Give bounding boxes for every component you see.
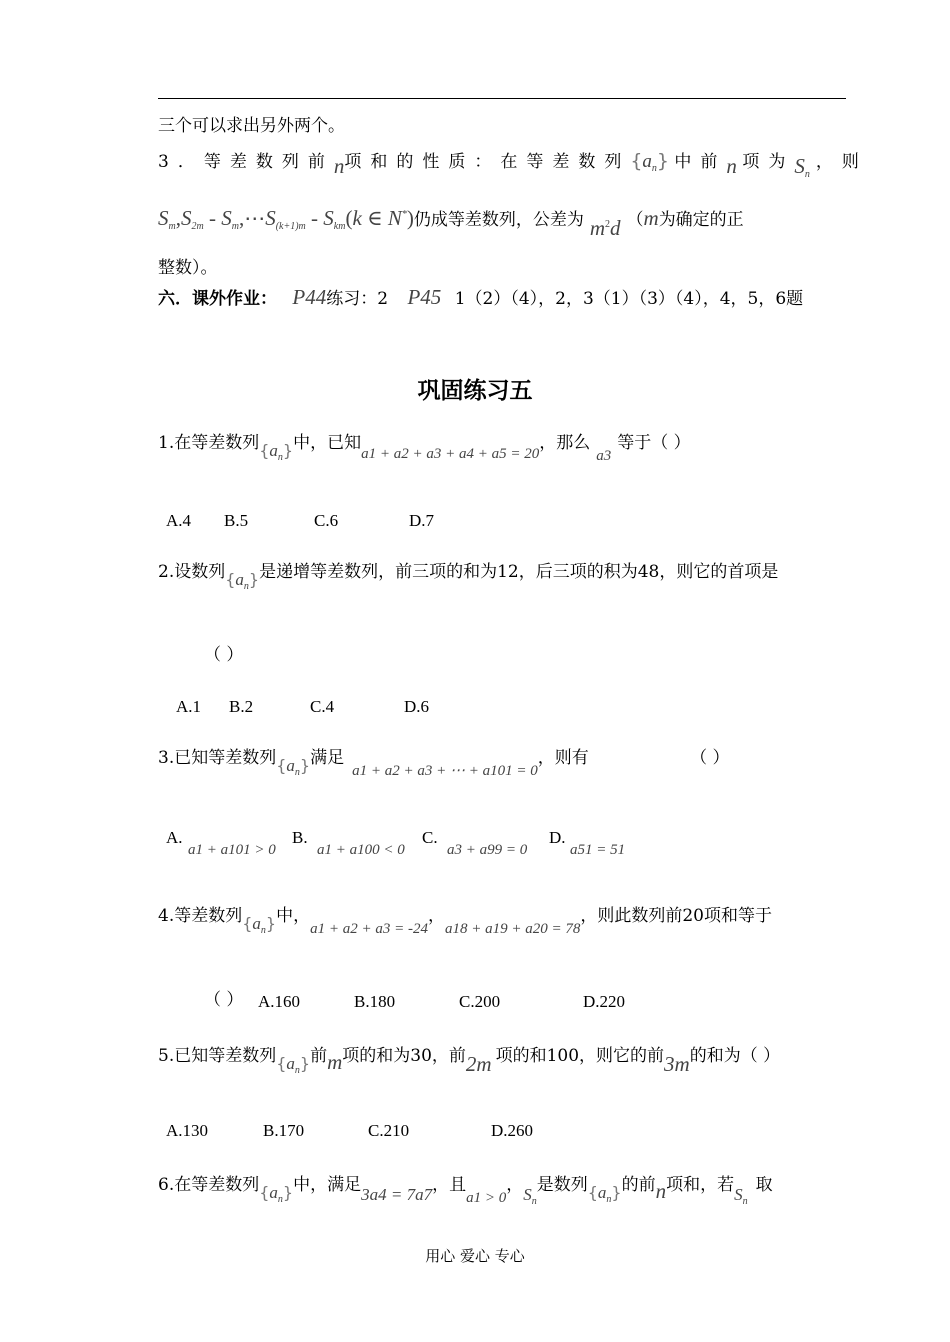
sequence-an: $\{a_n\}$ [630, 150, 670, 174]
q2-answer-paren: （ ） [204, 645, 244, 665]
math-n: n [333, 154, 345, 178]
sequence-an: $\{a_n\}$ [242, 914, 277, 936]
question-4: 4.等差数列$\{a_n\}$中，a1 + a2 + a3 = -24，a18 + a19 + a20 = 78，则此数列前20项和等于 [158, 906, 772, 937]
homework-text-2: 1（2）（4），2，3（1）（3）（4），4，5，6题 [454, 289, 804, 309]
q6-expression: 3a4 = 7a7 [361, 1185, 433, 1204]
sequence-an: $\{a_n\}$ [259, 1183, 294, 1205]
math-Sn: $S_n$ [523, 1185, 537, 1207]
question-2: 2.设数列$\{a_n\}$是递增等差数列，前三项的和为12，后三项的积为48，则它的首项是 [158, 562, 779, 592]
q1-option-d: D.7 [409, 511, 435, 530]
q2-option-d: D.6 [404, 697, 430, 716]
section-title: 巩固练习五 [417, 377, 533, 404]
q5-option-d: D.260 [491, 1121, 534, 1140]
q3-option-d-expr: a51 = 51 [570, 842, 626, 858]
q5-option-c: C.210 [368, 1121, 410, 1140]
sequence-an: $\{a_n\}$ [276, 756, 311, 778]
q1-option-b: B.5 [224, 511, 249, 530]
q3-option-b: B. [292, 828, 308, 847]
math-m: m [327, 1050, 343, 1074]
property-3-text-f: 仍成等差数列，公差为 [413, 210, 584, 230]
q4-expression-2: a18 + a19 + a20 = 78 [444, 921, 581, 937]
homework-line [158, 287, 803, 308]
math-3m: 3m [664, 1052, 690, 1076]
math-Sn-2: $S_n$ [734, 1185, 748, 1207]
q4-option-d: D.220 [583, 992, 626, 1011]
q3-answer-paren: （ ） [690, 748, 730, 768]
q2-option-a: A.1 [176, 697, 202, 716]
property-3-text-c: 中前 [674, 152, 727, 172]
sequence-an: $\{a_n\}$ [276, 1054, 311, 1076]
math-n-2: n [726, 154, 737, 178]
q3-option-c: C. [422, 828, 438, 847]
intro-line-1: 三个可以求出另外两个。 [158, 116, 345, 136]
sequence-an: $\{a_n\}$ [587, 1183, 622, 1205]
property-3-text-e: ，则 [815, 152, 868, 172]
question-1: 1.在等差数列$\{a_n\}$中，已知a1 + a2 + a3 + a4 + a5 = 20，那么a3等于（ ） [158, 433, 691, 464]
property-3-text-g: （ [626, 210, 644, 230]
q4-option-b: B.180 [354, 992, 396, 1011]
property-3-line [158, 150, 868, 180]
q5-option-a: A.130 [166, 1121, 209, 1140]
q3-option-b-expr: a1 + a100 < 0 [317, 842, 405, 858]
header-rule [158, 98, 846, 99]
q6-condition: a1 > 0 [466, 1190, 507, 1206]
q3-option-d: D. [549, 828, 566, 847]
q2-option-c: C.4 [310, 697, 335, 716]
property-3-formula-line [158, 206, 744, 240]
question-5: 5.已知等差数列$\{a_n\}$前m项的和为30，前2m 项的和100，则它的前3m的和为（ ） [158, 1046, 781, 1076]
q4-option-c: C.200 [459, 992, 501, 1011]
q3-option-c-expr: a3 + a99 = 0 [447, 842, 528, 858]
math-m: m [643, 206, 659, 230]
q2-option-b: B.2 [229, 697, 254, 716]
property-3-text-b: 项和的性质：在等差数列 [344, 152, 631, 172]
homework-label: 六．课外作业： [158, 289, 277, 309]
question-3: 3.已知等差数列$\{a_n\}$满足a1 + a2 + a3 + ⋯ + a101 = 0，则有 （ ） [158, 748, 730, 779]
math-2m: 2m [465, 1052, 492, 1076]
homework-text-1: 练习：2 [326, 289, 389, 309]
q5-option-b: B.170 [263, 1121, 305, 1140]
sequence-an: $\{a_n\}$ [259, 441, 294, 463]
sequence-an: $\{a_n\}$ [225, 570, 260, 592]
formula-partial-sums: $S_m,S_{2m}$ - $S_m,\cdots S_{(k+1)m} - S_{km}(k$ ∈ N*) [158, 206, 414, 232]
q1-option-a: A.4 [166, 511, 192, 530]
q1-ask: a3 [596, 448, 612, 464]
homework-ref-p44: P44 [292, 285, 327, 309]
question-6: 6.在等差数列$\{a_n\}$中，满足3a4 = 7a7，且a1 > 0，$S_n$是数列$\{a_n\}$的前n项和，若$S_n$取 [158, 1175, 773, 1207]
q4-option-a: A.160 [258, 992, 301, 1011]
math-Sn: $S_n$ [794, 154, 810, 180]
q4-answer-paren: （ ） [204, 990, 244, 1010]
q1-option-c: C.6 [314, 511, 339, 530]
homework-ref-p45: P45 [407, 285, 442, 309]
property-3-text-h: 为确定的正 [658, 210, 744, 230]
property-3-text-a: 3．等差数列前 [158, 152, 334, 172]
q4-expression-1: a1 + a2 + a3 = -24 [310, 921, 428, 937]
property-3-end: 整数）。 [158, 258, 218, 278]
q3-expression: a1 + a2 + a3 + ⋯ + a101 = 0 [352, 763, 538, 779]
property-3-text-d: 项为 [742, 152, 795, 172]
math-m2d: $m^2d$ [589, 216, 621, 240]
math-n: n [655, 1179, 667, 1203]
page-footer: 用心 爱心 专心 [425, 1247, 525, 1265]
q3-option-a: A. [166, 828, 183, 847]
q1-expression: a1 + a2 + a3 + a4 + a5 = 20 [361, 446, 540, 462]
q3-option-a-expr: a1 + a101 > 0 [188, 842, 276, 858]
